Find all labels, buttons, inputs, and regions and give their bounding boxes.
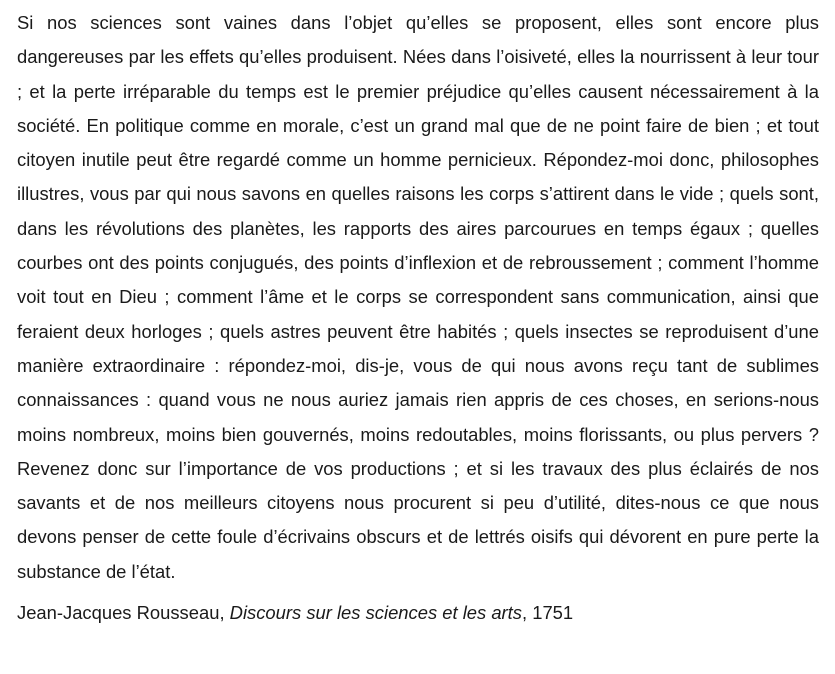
citation-year-separator: , (521, 602, 533, 624)
citation-year: 1751 (532, 602, 574, 624)
citation-work-title: Discours sur les sciences et les arts (229, 602, 522, 624)
quoted-passage: Si nos sciences sont vaines dans l’objet qu’elles se proposent, elles sont encore plus dangereuses par les effets qu’elles produisent. Nées dans l’oisiveté, elles la nourrissent à leur tour ; et la perte irréparable du temps est le premier préjudice qu’elles causent nécessairement à la société. En politique comme en morale, c’est un grand mal que de ne point faire de bien ; et tout citoyen inutile peut être regardé comme un homme pernicieux. Répondez-moi donc, philosophes illustres, vous par qui nous savons en quelles raisons les corps s’attirent dans le vide ; quels sont, dans les révolutions des planètes, les rapports des aires parcourues en temps égaux ; quelles courbes ont des points conjugués, des points d’inflexion et de rebroussement ; comment l’homme voit tout en Dieu ; comment l’âme et le corps se correspondent sans communication, ainsi que feraient deux horloges ; quels astres peuvent être habités ; quels insectes se reproduisent d’une manière extraordinaire : répondez-moi, dis-je, vous de qui nous avons reçu tant de sublimes connaissances : quand vous ne nous auriez jamais rien appris de ces choses, en serions-nous moins nombreux, moins bien gouvernés, moins redoutables, moins florissants, ou plus pervers ? Revenez donc sur l’importance de vos productions ; et si les travaux des plus éclairés de nos savants et de nos meilleurs citoyens nous procurent si peu d’utilité, dites-nous ce que nous devons penser de cette foule d’écrivains obscurs et de lettrés oisifs qui dévorent en pure perte la substance de l’état. (17, 12, 819, 582)
citation-separator: , (219, 602, 230, 624)
citation-line (17, 596, 819, 630)
document-page (17, 6, 819, 630)
citation-author: Jean-Jacques Rousseau (17, 602, 220, 624)
